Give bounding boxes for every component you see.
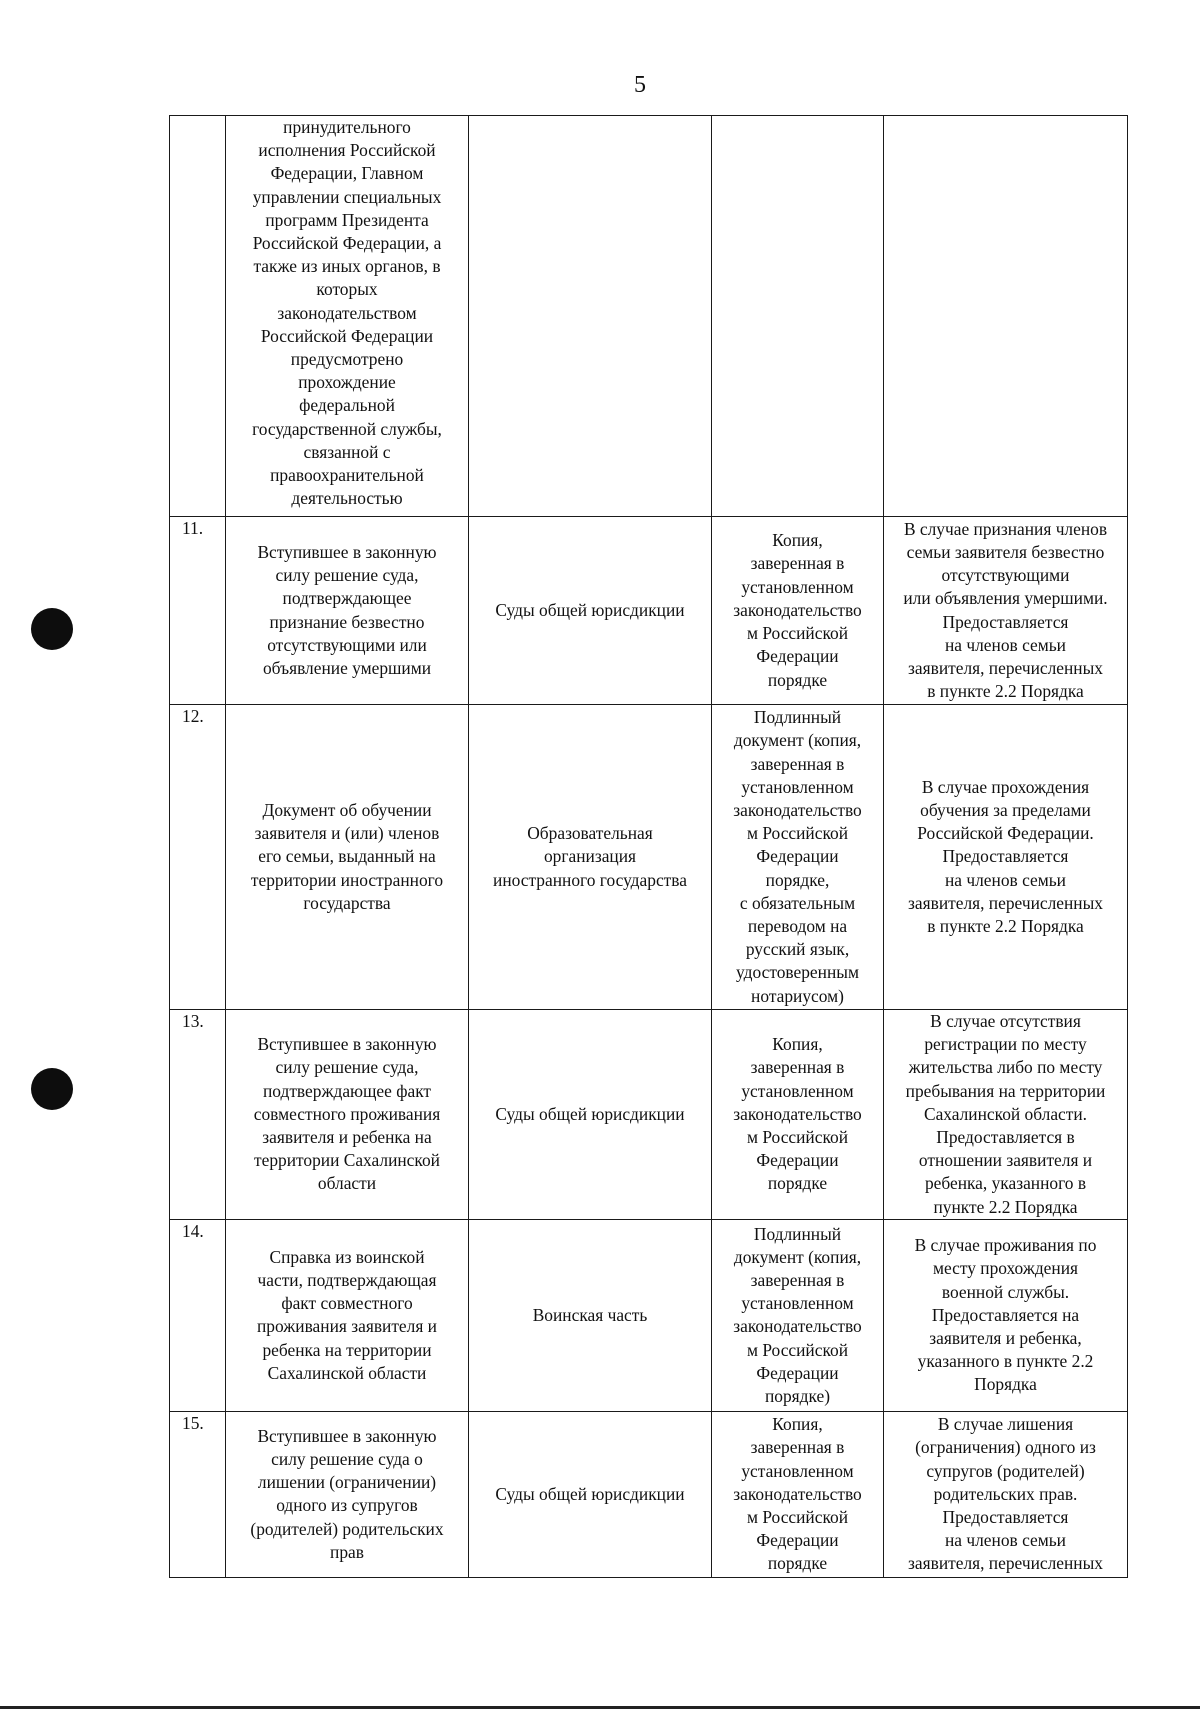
row-number: 11. bbox=[170, 517, 226, 705]
table-row bbox=[170, 1411, 1128, 1577]
document-form-cell: Подлинный документ (копия, заверенная в установленном законодательство м Российской Федерации порядке, с обязательным переводом на русский язык, удостоверенным нотариусом) bbox=[712, 705, 884, 1010]
row-number: 15. bbox=[170, 1411, 226, 1577]
issuing-authority-cell: Суды общей юрисдикции bbox=[469, 1010, 712, 1220]
table-row bbox=[170, 517, 1128, 705]
table-row bbox=[170, 116, 1128, 517]
document-form-cell bbox=[712, 116, 884, 517]
document-form-cell: Подлинный документ (копия, заверенная в установленном законодательство м Российской Федерации порядке) bbox=[712, 1219, 884, 1411]
documents-table bbox=[169, 115, 1128, 1578]
table-row bbox=[170, 1010, 1128, 1220]
document-form-cell: Копия, заверенная в установленном законодательство м Российской Федерации порядке bbox=[712, 1411, 884, 1577]
issuing-authority-cell: Образовательная организация иностранного государства bbox=[469, 705, 712, 1010]
document-name-cell: Справка из воинской части, подтверждающая факт совместного проживания заявителя и ребенка на территории Сахалинской области bbox=[226, 1219, 469, 1411]
issuing-authority-cell bbox=[469, 116, 712, 517]
document-name-cell: принудительного исполнения Российской Федерации, Главном управлении специальных программ Президента Российской Федерации, а также из иных органов, в которых законодательством Российской Федерации предусмотрено прохождение федеральной государственной службы, связанной с правоохранительной деятельностью bbox=[226, 116, 469, 517]
note-cell: В случае прохождения обучения за пределами Российской Федерации. Предоставляется на членов семьи заявителя, перечисленных в пункте 2.2 Порядка bbox=[884, 705, 1128, 1010]
row-number bbox=[170, 116, 226, 517]
table-row bbox=[170, 705, 1128, 1010]
note-cell: В случае проживания по месту прохождения военной службы. Предоставляется на заявителя и ребенка, указанного в пункте 2.2 Порядка bbox=[884, 1219, 1128, 1411]
row-number: 12. bbox=[170, 705, 226, 1010]
issuing-authority-cell: Суды общей юрисдикции bbox=[469, 517, 712, 705]
table-row bbox=[170, 1219, 1128, 1411]
document-name-cell: Документ об обучении заявителя и (или) членов его семьи, выданный на территории иностранного государства bbox=[226, 705, 469, 1010]
document-name-cell: Вступившее в законную силу решение суда, подтверждающее признание безвестно отсутствующими или объявление умершими bbox=[226, 517, 469, 705]
scan-edge-divider bbox=[0, 1706, 1200, 1709]
document-name-cell: Вступившее в законную силу решение суда, подтверждающее факт совместного проживания заявителя и ребенка на территории Сахалинской области bbox=[226, 1010, 469, 1220]
note-cell: В случае отсутствия регистрации по месту жительства либо по месту пребывания на территории Сахалинской области. Предоставляется в отношении заявителя и ребенка, указанного в пункте 2.2 Порядка bbox=[884, 1010, 1128, 1220]
note-cell bbox=[884, 116, 1128, 517]
issuing-authority-cell: Воинская часть bbox=[469, 1219, 712, 1411]
note-cell: В случае лишения (ограничения) одного из супругов (родителей) родительских прав. Предоставляется на членов семьи заявителя, перечисленных bbox=[884, 1411, 1128, 1577]
row-number: 13. bbox=[170, 1010, 226, 1220]
note-cell: В случае признания членов семьи заявителя безвестно отсутствующими или объявления умершими. Предоставляется на членов семьи заявителя, перечисленных в пункте 2.2 Порядка bbox=[884, 517, 1128, 705]
punch-hole-icon bbox=[31, 1068, 73, 1110]
row-number: 14. bbox=[170, 1219, 226, 1411]
document-name-cell: Вступившее в законную силу решение суда о лишении (ограничении) одного из супругов (родителей) родительских прав bbox=[226, 1411, 469, 1577]
page-number: 5 bbox=[634, 72, 646, 98]
issuing-authority-cell: Суды общей юрисдикции bbox=[469, 1411, 712, 1577]
document-form-cell: Копия, заверенная в установленном законодательство м Российской Федерации порядке bbox=[712, 517, 884, 705]
document-form-cell: Копия, заверенная в установленном законодательство м Российской Федерации порядке bbox=[712, 1010, 884, 1220]
punch-hole-icon bbox=[31, 608, 73, 650]
